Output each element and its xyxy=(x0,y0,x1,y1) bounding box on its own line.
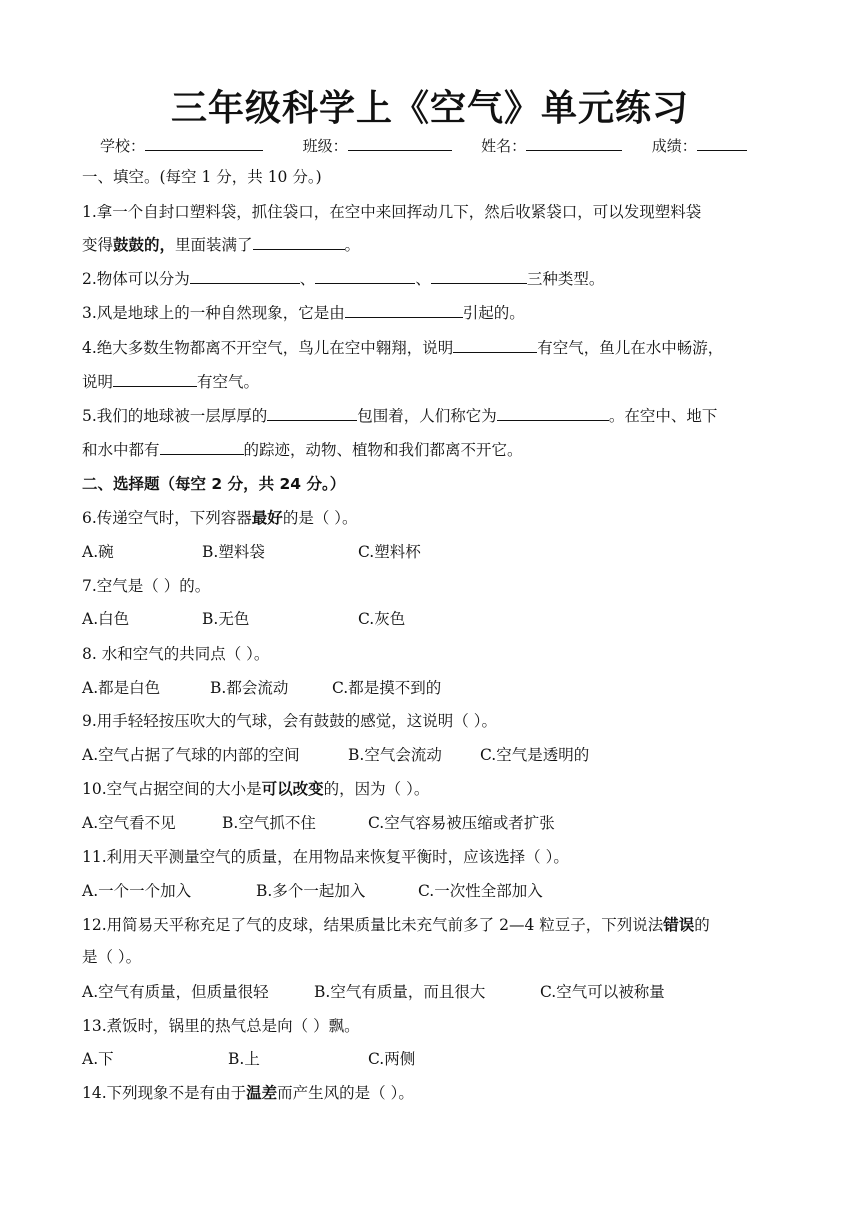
q12-text: 12.用简易天平称充足了气的皮球，结果质量比未充气前多了 2—4 粒豆子，下列说法 xyxy=(82,916,664,934)
q12-bold-text: 错误 xyxy=(663,916,695,934)
q4-blank-2[interactable] xyxy=(113,371,197,387)
q5-text: 5.我们的地球被一层厚厚的 xyxy=(82,407,268,425)
class-blank[interactable] xyxy=(348,136,452,151)
q10-bold-text: 可以改变 xyxy=(261,780,324,798)
page-title: 三年级科学上《空气》单元练习 xyxy=(170,88,689,129)
q3-blank[interactable] xyxy=(345,302,463,318)
q10-option-b[interactable]: B.空气抓不住 xyxy=(222,814,316,832)
q6-question xyxy=(82,507,358,529)
q2-blank-3[interactable] xyxy=(431,268,527,284)
q2-sep-1: 、 xyxy=(299,270,316,288)
q1-text-2: 里面装满了 xyxy=(175,236,253,254)
q9-option-c[interactable]: C.空气是透明的 xyxy=(480,746,590,764)
q11-option-b[interactable]: B.多个一起加入 xyxy=(256,882,366,900)
score-label: 成绩： xyxy=(651,137,697,155)
student-info-row xyxy=(100,135,747,156)
q14-question xyxy=(82,1082,414,1104)
q10-text: 10.空气占据空间的大小是 xyxy=(82,780,262,798)
q10-option-a[interactable]: A.空气看不见 xyxy=(82,814,176,832)
q6-text: 6.传递空气时，下列容器 xyxy=(82,509,252,527)
q13-option-a[interactable]: A.下 xyxy=(82,1050,114,1068)
q1-line2 xyxy=(82,234,360,256)
q4-end: 有空气。 xyxy=(197,373,260,391)
q13-option-b[interactable]: B.上 xyxy=(228,1050,260,1068)
q5-text-2: 包围着，人们称它为 xyxy=(357,407,497,425)
q4-text-3: 说明 xyxy=(82,373,114,391)
name-blank[interactable] xyxy=(526,136,622,151)
q3-text: 3.风是地球上的一种自然现象，它是由 xyxy=(82,304,345,322)
q2-end: 三种类型。 xyxy=(526,270,605,288)
q6-option-c[interactable]: C.塑料杯 xyxy=(358,543,421,561)
school-blank[interactable] xyxy=(145,136,263,151)
q5-blank-1[interactable] xyxy=(267,405,357,421)
score-blank[interactable] xyxy=(697,136,747,151)
q12-question-line2: 是（ ）。 xyxy=(82,948,142,966)
q11-option-a[interactable]: A.一个一个加入 xyxy=(82,882,192,900)
q2-line xyxy=(82,268,604,290)
q8-option-a[interactable]: A.都是白色 xyxy=(82,679,161,697)
q12-text-2: 的 xyxy=(694,916,710,934)
q5-line2 xyxy=(82,439,523,461)
q7-option-c[interactable]: C.灰色 xyxy=(358,610,406,628)
q5-text-3: 。在空中、地下 xyxy=(608,407,718,425)
q1-line1: 1.拿一个自封口塑料袋，抓住袋口，在空中来回挥动几下，然后收紧袋口，可以发现塑料袋 xyxy=(82,203,702,221)
q1-text: 变得 xyxy=(82,236,114,254)
q4-line2 xyxy=(82,371,259,393)
q11-option-c[interactable]: C.一次性全部加入 xyxy=(418,882,543,900)
q2-blank-2[interactable] xyxy=(315,268,415,284)
q10-option-c[interactable]: C.空气容易被压缩或者扩张 xyxy=(368,814,555,832)
q2-sep-2: 、 xyxy=(415,270,431,288)
q12-question-line1 xyxy=(82,914,710,936)
q7-question: 7.空气是（ ）的。 xyxy=(82,577,211,595)
q3-line xyxy=(82,302,525,324)
q6-text-2: 的是（ ）。 xyxy=(282,509,358,527)
class-label: 班级： xyxy=(302,137,348,155)
q1-bold-text: 鼓鼓的， xyxy=(113,236,176,254)
q5-blank-3[interactable] xyxy=(160,439,244,455)
q8-option-b[interactable]: B.都会流动 xyxy=(210,679,289,697)
school-label: 学校： xyxy=(100,137,146,155)
q10-question xyxy=(82,778,429,800)
q5-end: 的踪迹，动物、植物和我们都离不开它。 xyxy=(243,441,523,459)
q3-end: 引起的。 xyxy=(462,304,525,322)
q9-option-b[interactable]: B.空气会流动 xyxy=(348,746,442,764)
q6-option-a[interactable]: A.碗 xyxy=(82,543,114,561)
section2-heading: 二、选择题（每空 2 分，共 24 分。） xyxy=(82,475,346,493)
q13-question: 13.煮饭时，锅里的热气总是向（ ）飘。 xyxy=(82,1017,360,1035)
q5-line1 xyxy=(82,405,717,427)
q8-question: 8. 水和空气的共同点（ ）。 xyxy=(82,645,270,663)
q11-question: 11.利用天平测量空气的质量，在用物品来恢复平衡时，应该选择（ ）。 xyxy=(82,848,569,866)
q14-text: 14.下列现象不是有由于 xyxy=(82,1084,247,1102)
q7-option-a[interactable]: A.白色 xyxy=(82,610,130,628)
q1-end: 。 xyxy=(344,236,361,254)
q1-blank[interactable] xyxy=(253,234,345,250)
q2-blank-1[interactable] xyxy=(190,268,300,284)
q6-bold-text: 最好 xyxy=(251,509,283,527)
q4-blank-1[interactable] xyxy=(453,337,537,353)
q12-option-c[interactable]: C.空气可以被称量 xyxy=(540,983,665,1001)
q10-text-2: 的，因为（ ）。 xyxy=(323,780,430,798)
q14-text-2: 而产生风的是（ ）。 xyxy=(277,1084,414,1102)
q14-bold-text: 温差 xyxy=(246,1084,278,1102)
q2-text: 2.物体可以分为 xyxy=(82,270,190,288)
q4-line1 xyxy=(82,337,723,359)
q9-option-a[interactable]: A.空气占据了气球的内部的空间 xyxy=(82,746,300,764)
q12-option-a[interactable]: A.空气有质量，但质量很轻 xyxy=(82,983,269,1001)
q4-text-2: 有空气，鱼儿在水中畅游， xyxy=(537,339,724,357)
q9-question: 9.用手轻轻按压吹大的气球，会有鼓鼓的感觉，这说明（ ）。 xyxy=(82,712,497,730)
name-label: 姓名： xyxy=(481,137,527,155)
q6-option-b[interactable]: B.塑料袋 xyxy=(202,543,265,561)
q12-option-b[interactable]: B.空气有质量，而且很大 xyxy=(314,983,486,1001)
q4-text: 4.绝大多数生物都离不开空气，鸟儿在空中翱翔，说明 xyxy=(82,339,454,357)
q8-option-c[interactable]: C.都是摸不到的 xyxy=(332,679,442,697)
q13-option-c[interactable]: C.两侧 xyxy=(368,1050,416,1068)
q7-option-b[interactable]: B.无色 xyxy=(202,610,250,628)
q5-text-4: 和水中都有 xyxy=(82,441,160,459)
q5-blank-2[interactable] xyxy=(497,405,609,421)
section1-heading: 一、填空。(每空 1 分，共 10 分。) xyxy=(82,168,322,186)
